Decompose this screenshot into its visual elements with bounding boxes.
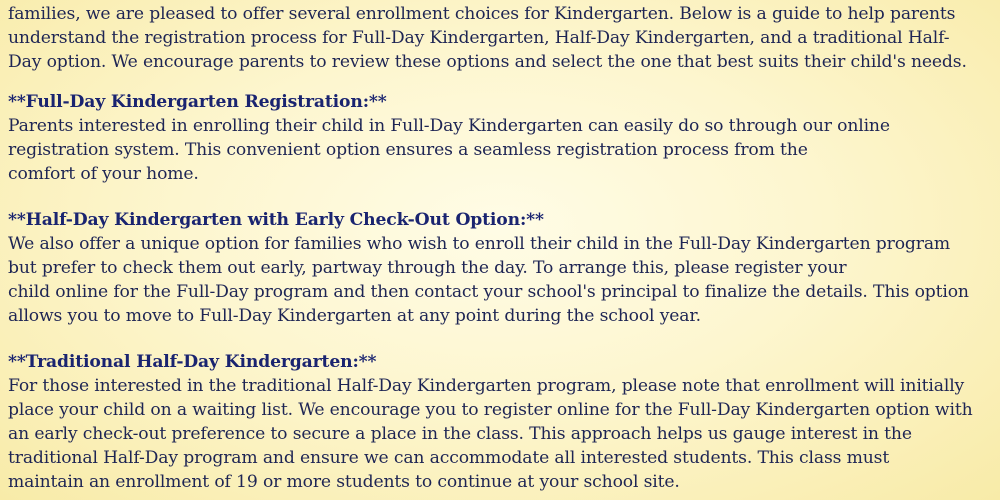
- paragraph-line: place your child on a waiting list. We encourage you to register online for the Full-Day Kindergarten option with: [8, 400, 973, 420]
- paragraph-line: child online for the Full-Day program and then contact your school's principal to finalize the details. This option: [8, 282, 969, 302]
- section-heading-traditional-half-day: **Traditional Half-Day Kindergarten:**: [8, 352, 377, 372]
- paragraph-line: Parents interested in enrolling their child in Full-Day Kindergarten can easily do so through our online: [8, 116, 890, 136]
- paragraph-line: We also offer a unique option for families who wish to enroll their child in the Full-Day Kindergarten program: [8, 234, 951, 254]
- intro-line: Day option. We encourage parents to review these options and select the one that best suits their child's needs.: [8, 52, 967, 72]
- intro-line: understand the registration process for Full-Day Kindergarten, Half-Day Kindergarten, and a traditional Half-: [8, 28, 950, 48]
- paragraph-line: allows you to move to Full-Day Kindergarten at any point during the school year.: [8, 306, 701, 326]
- paragraph-line: registration system. This convenient option ensures a seamless registration process from the: [8, 140, 808, 160]
- paragraph-line: traditional Half-Day program and ensure we can accommodate all interested students. This class must: [8, 448, 890, 468]
- section-heading-half-day-early-checkout: **Half-Day Kindergarten with Early Check-Out Option:**: [8, 210, 544, 230]
- section-heading-full-day: **Full-Day Kindergarten Registration:**: [8, 92, 387, 112]
- intro-line: families, we are pleased to offer several enrollment choices for Kindergarten. Below is a guide to help parents: [8, 4, 956, 24]
- paragraph-line: comfort of your home.: [8, 164, 199, 184]
- paragraph-line: but prefer to check them out early, partway through the day. To arrange this, please register your: [8, 258, 847, 278]
- paragraph-line: maintain an enrollment of 19 or more students to continue at your school site.: [8, 472, 680, 492]
- paragraph-line: For those interested in the traditional Half-Day Kindergarten program, please note that enrollment will initially: [8, 376, 965, 396]
- paragraph-line: an early check-out preference to secure a place in the class. This approach helps us gauge interest in the: [8, 424, 912, 444]
